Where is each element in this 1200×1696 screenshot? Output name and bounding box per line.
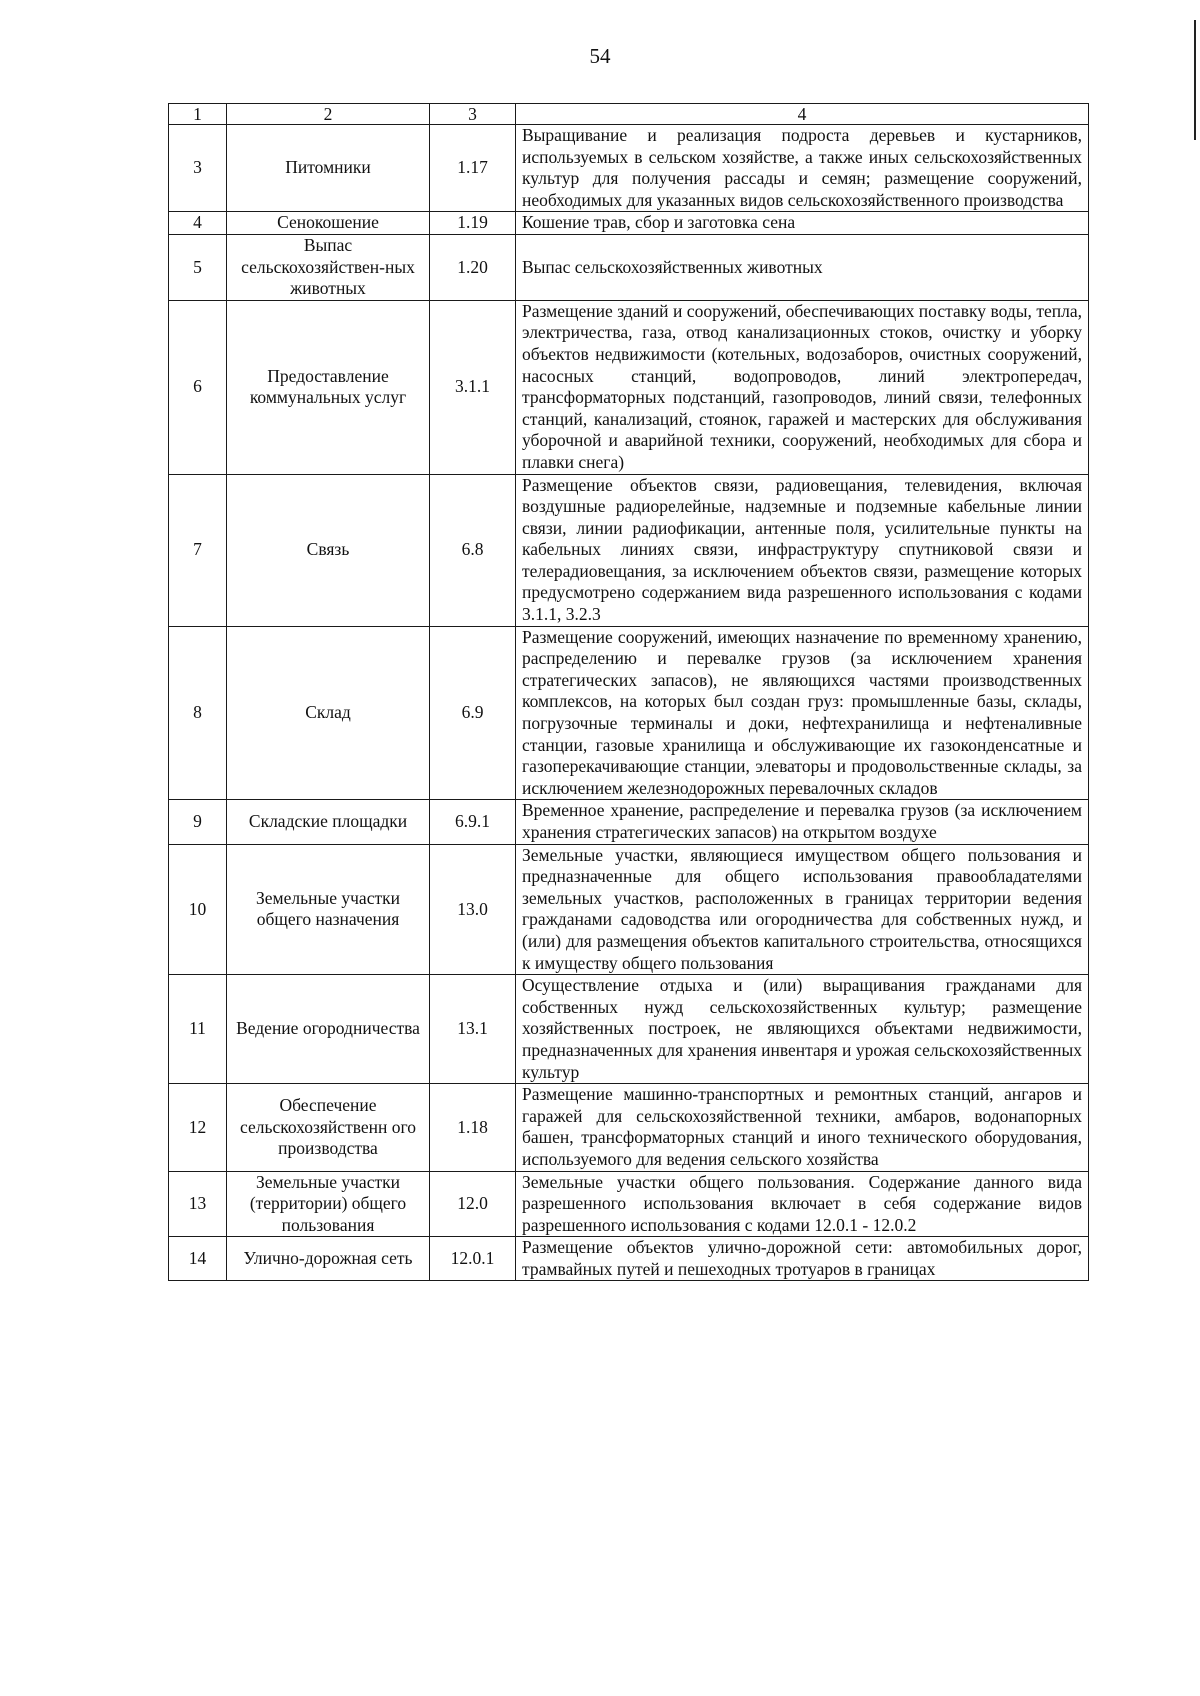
land-use-name-cell: Земельные участки общего назначения [227, 844, 430, 975]
land-use-description-cell: Земельные участки, являющиеся имуществом общего пользования и предназначенные для общего использования правообладателями земельных участков, расположенных в границах территории ведения гражданами садоводства или огородничества для собственных нужд, и (или) для размещения объектов капитального строительства, относящихся к имуществу общего пользования [516, 844, 1089, 975]
land-use-code-cell: 6.9.1 [430, 800, 516, 844]
table-row [169, 1171, 1089, 1237]
land-use-description-cell: Размещение сооружений, имеющих назначение по временному хранению, распределению и перевалке грузов (за исключением хранения стратегических запасов), не являющихся частями производственных комплексов, на которых был создан груз: промышленные базы, склады, погрузочные терминалы и доки, нефтехранилища и нефтеналивные станции, газовые хранилища и обслуживающие их газоконденсатные и газоперекачивающие станции, элеваторы и продовольственные склады, за исключением железнодорожных перевалочных складов [516, 626, 1089, 800]
table-row [169, 300, 1089, 474]
land-use-code-cell: 12.0.1 [430, 1237, 516, 1281]
table-header-row [169, 104, 1089, 125]
land-use-code-cell: 13.1 [430, 975, 516, 1084]
land-use-name-cell: Ведение огородничества [227, 975, 430, 1084]
table-row [169, 474, 1089, 626]
header-col-1: 1 [169, 104, 227, 125]
row-number-cell: 5 [169, 234, 227, 300]
land-use-code-cell: 6.9 [430, 626, 516, 800]
table-row [169, 125, 1089, 212]
header-col-4: 4 [516, 104, 1089, 125]
table-row [169, 800, 1089, 844]
row-number-cell: 8 [169, 626, 227, 800]
row-number-cell: 6 [169, 300, 227, 474]
land-use-description-cell: Размещение машинно-транспортных и ремонтных станций, ангаров и гаражей для сельскохозяйственной техники, амбаров, водонапорных башен, трансформаторных станций и иного технического оборудования, используемого для ведения сельского хозяйства [516, 1084, 1089, 1171]
table-body [169, 104, 1089, 1281]
row-number-cell: 9 [169, 800, 227, 844]
land-use-name-cell: Склад [227, 626, 430, 800]
row-number-cell: 13 [169, 1171, 227, 1237]
header-col-2: 2 [227, 104, 430, 125]
table-row [169, 1237, 1089, 1281]
land-use-description-cell: Временное хранение, распределение и перевалка грузов (за исключением хранения стратегических запасов) на открытом воздухе [516, 800, 1089, 844]
table-row [169, 1084, 1089, 1171]
land-use-name-cell: Связь [227, 474, 430, 626]
land-use-description-cell: Кошение трав, сбор и заготовка сена [516, 212, 1089, 235]
page-number: 54 [589, 44, 611, 68]
land-use-description-cell: Земельные участки общего пользования. Содержание данного вида разрешенного использования включает в себя содержание видов разрешенного использования с кодами 12.0.1 - 12.0.2 [516, 1171, 1089, 1237]
table-row [169, 234, 1089, 300]
land-use-name-cell: Питомники [227, 125, 430, 212]
land-use-name-cell: Складские площадки [227, 800, 430, 844]
land-use-name-cell: Выпас сельскохозяйствен-ных животных [227, 234, 430, 300]
land-use-code-cell: 13.0 [430, 844, 516, 975]
land-use-code-cell: 3.1.1 [430, 300, 516, 474]
table-row [169, 626, 1089, 800]
row-number-cell: 10 [169, 844, 227, 975]
land-use-description-cell: Осуществление отдыха и (или) выращивания гражданами для собственных нужд сельскохозяйственных культур; размещение хозяйственных построек, не являющихся объектами недвижимости, предназначенных для хранения инвентаря и урожая сельскохозяйственных культур [516, 975, 1089, 1084]
land-use-name-cell: Сенокошение [227, 212, 430, 235]
header-col-3: 3 [430, 104, 516, 125]
land-use-description-cell: Выращивание и реализация подроста деревьев и кустарников, используемых в сельском хозяйстве, а также иных сельскохозяйственных культур для получения рассады и семян; размещение сооружений, необходимых для указанных видов сельскохозяйственного производства [516, 125, 1089, 212]
land-use-code-cell: 12.0 [430, 1171, 516, 1237]
row-number-cell: 7 [169, 474, 227, 626]
land-use-code-cell: 1.18 [430, 1084, 516, 1171]
table-row [169, 844, 1089, 975]
land-use-name-cell: Улично-дорожная сеть [227, 1237, 430, 1281]
land-use-table [168, 103, 1089, 1281]
table-row [169, 975, 1089, 1084]
land-use-description-cell: Размещение объектов улично-дорожной сети: автомобильных дорог, трамвайных путей и пешеходных тротуаров в границах [516, 1237, 1089, 1281]
land-use-name-cell: Обеспечение сельскохозяйственн ого производства [227, 1084, 430, 1171]
row-number-cell: 4 [169, 212, 227, 235]
land-use-description-cell: Размещение объектов связи, радиовещания, телевидения, включая воздушные радиорелейные, надземные и подземные кабельные линии связи, линии радиофикации, антенные поля, усилительные пункты на кабельных линиях связи, инфраструктуру спутниковой связи и телерадиовещания, за исключением объектов связи, размещение которых предусмотрено содержанием вида разрешенного использования с кодами 3.1.1, 3.2.3 [516, 474, 1089, 626]
row-number-cell: 11 [169, 975, 227, 1084]
land-use-code-cell: 1.17 [430, 125, 516, 212]
land-use-name-cell: Предоставление коммунальных услуг [227, 300, 430, 474]
row-number-cell: 3 [169, 125, 227, 212]
scan-edge-mark [1194, 20, 1196, 140]
land-use-code-cell: 6.8 [430, 474, 516, 626]
table-row [169, 212, 1089, 235]
land-use-name-cell: Земельные участки (территории) общего пользования [227, 1171, 430, 1237]
land-use-description-cell: Выпас сельскохозяйственных животных [516, 234, 1089, 300]
land-use-code-cell: 1.20 [430, 234, 516, 300]
land-use-code-cell: 1.19 [430, 212, 516, 235]
land-use-description-cell: Размещение зданий и сооружений, обеспечивающих поставку воды, тепла, электричества, газа, отвод канализационных стоков, очистку и уборку объектов недвижимости (котельных, водозаборов, очистных сооружений, насосных станций, водопроводов, линий электропередач, трансформаторных подстанций, газопроводов, линий связи, телефонных станций, канализаций, стоянок, гаражей и мастерских для обслуживания уборочной и аварийной техники, сооружений, необходимых для сбора и плавки снега) [516, 300, 1089, 474]
row-number-cell: 12 [169, 1084, 227, 1171]
row-number-cell: 14 [169, 1237, 227, 1281]
